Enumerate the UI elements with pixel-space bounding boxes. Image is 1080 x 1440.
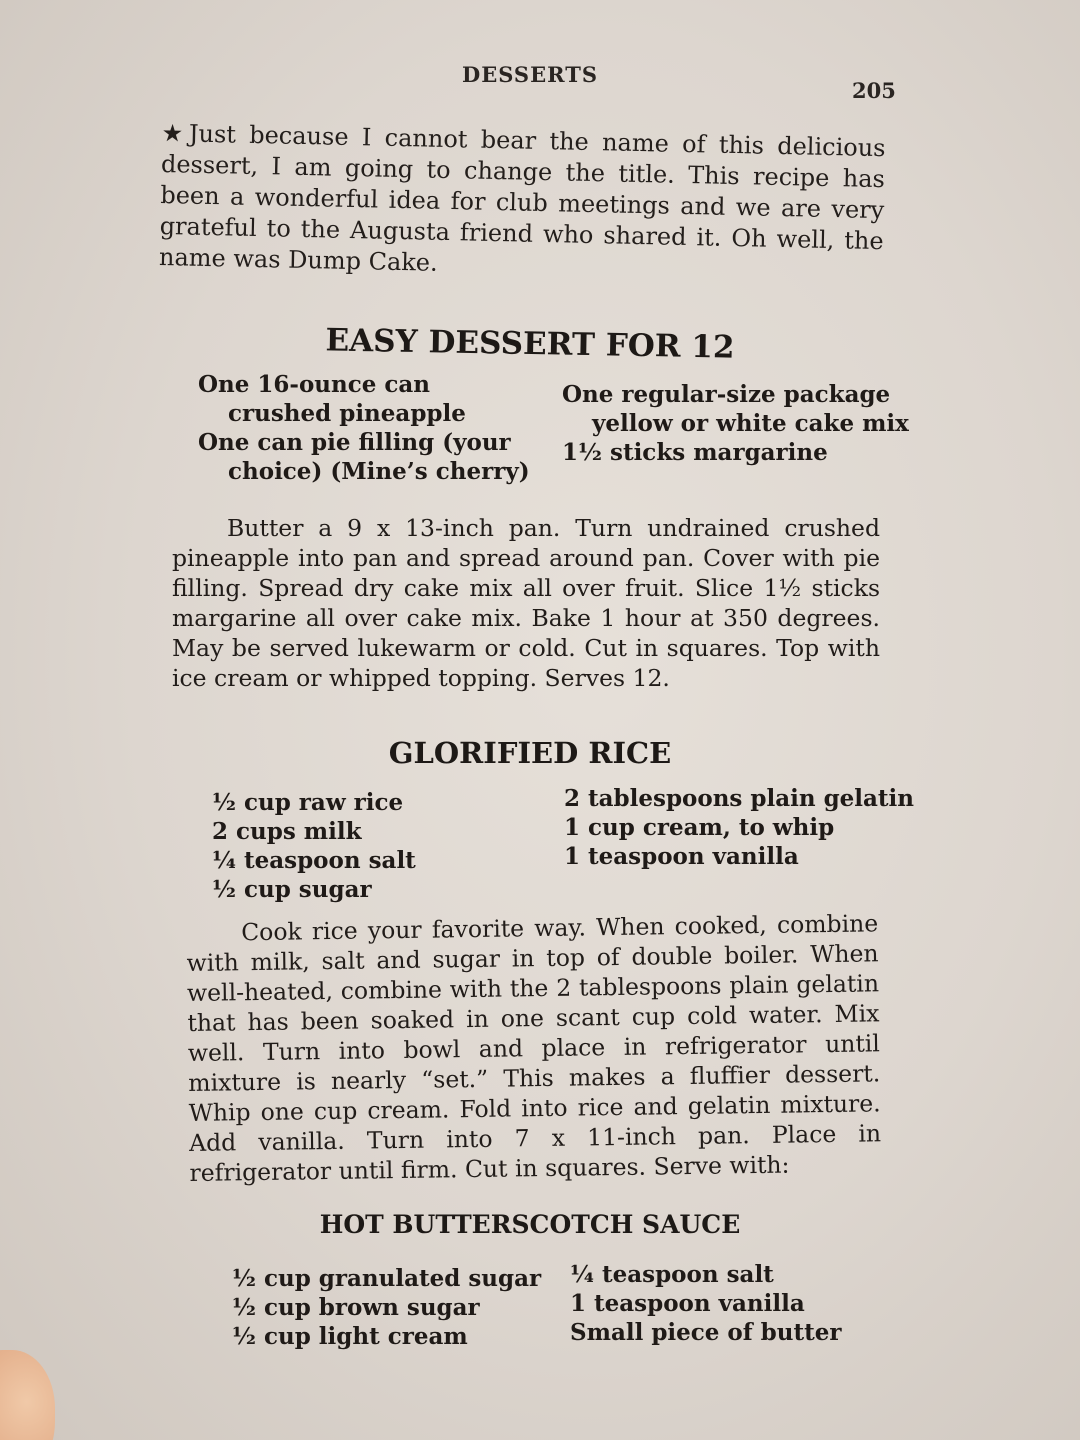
intro-paragraph bbox=[159, 118, 886, 288]
ingredient-line: ½ cup sugar bbox=[212, 876, 372, 903]
ingredients-right-butterscotch bbox=[570, 1260, 841, 1347]
ingredient-line: 1 teaspoon vanilla bbox=[570, 1290, 805, 1317]
ingredient-line: 1 cup cream, to whip bbox=[564, 814, 835, 841]
ingredient-line: choice) (Mine’s cherry) bbox=[228, 458, 530, 485]
ingredient-line: ¼ teaspoon salt bbox=[570, 1261, 774, 1288]
ingredients-right-glorified-rice bbox=[564, 784, 914, 871]
ingredient-line: ½ cup brown sugar bbox=[232, 1294, 480, 1321]
ingredients-left-glorified-rice bbox=[212, 788, 416, 904]
ingredient-line: 2 cups milk bbox=[212, 818, 362, 845]
method-text: Butter a 9 x 13-inch pan. Turn undrained crushed pineapple into pan and spread around pan. Cover with pie filling. Spread dry cake mix all over fruit. Slice 1½ sticks margarine all over cake mix. Bake 1 hour at 350 degrees. May be served lukewarm or cold. Cut in squares. Top with ice cream or whipped topping. Serves 12. bbox=[172, 514, 880, 692]
ingredient-line: 1 teaspoon vanilla bbox=[564, 843, 799, 870]
ingredient-line: ½ cup raw rice bbox=[212, 789, 404, 816]
page-number: 205 bbox=[852, 78, 896, 103]
method-text: Cook rice your favorite way. When cooked, combine with milk, salt and sugar in top of double boiler. When well-heated, combine with the 2 tablespoons plain gelatin that has been soaked in one scant cup cold water. Mix well. Turn into bowl and place in refrigerator until mixture is nearly “set.” This makes a fluffier dessert. Whip one cup cream. Fold into rice and gelatin mixture. Add vanilla. Turn into 7 x 11-inch pan. Place in refrigerator until firm. Cut in squares. Serve with: bbox=[186, 909, 882, 1187]
ingredient-line: ¼ teaspoon salt bbox=[212, 847, 416, 874]
method-glorified-rice bbox=[186, 908, 882, 1188]
ingredients-left-butterscotch bbox=[232, 1264, 541, 1351]
recipe-title-easy-dessert: EASY DESSERT FOR 12 bbox=[325, 322, 735, 366]
ingredients-right-easy-dessert bbox=[562, 380, 909, 467]
star-icon: ★ bbox=[161, 118, 190, 148]
ingredient-line: One can pie filling (your bbox=[198, 429, 511, 456]
ingredient-line: ½ cup granulated sugar bbox=[232, 1265, 542, 1292]
method-easy-dessert bbox=[172, 513, 880, 693]
recipe-title-glorified-rice: GLORIFIED RICE bbox=[388, 736, 672, 770]
ingredient-line: yellow or white cake mix bbox=[592, 410, 909, 437]
recipe-title-butterscotch-sauce: HOT BUTTERSCOTCH SAUCE bbox=[319, 1210, 741, 1239]
ingredient-line: ½ cup light cream bbox=[232, 1323, 468, 1350]
ingredient-line: 2 tablespoons plain gelatin bbox=[564, 785, 915, 812]
intro-text: Just because I cannot bear the name of this delicious dessert, I am going to change the title. This recipe has been a wonderful idea for club meetings and we are very grateful to the Augusta friend who shared it. Oh well, the name was Dump Cake. bbox=[158, 119, 886, 277]
ingredients-left-easy-dessert bbox=[198, 370, 530, 486]
fingertip-in-frame bbox=[0, 1350, 55, 1440]
ingredient-line: One 16-ounce can bbox=[198, 371, 431, 398]
ingredient-line: Small piece of butter bbox=[570, 1319, 842, 1346]
ingredient-line: crushed pineapple bbox=[228, 400, 466, 427]
running-head: DESSERTS bbox=[462, 62, 598, 87]
ingredient-line: 1½ sticks margarine bbox=[562, 439, 828, 466]
ingredient-line: One regular-size package bbox=[562, 381, 891, 408]
